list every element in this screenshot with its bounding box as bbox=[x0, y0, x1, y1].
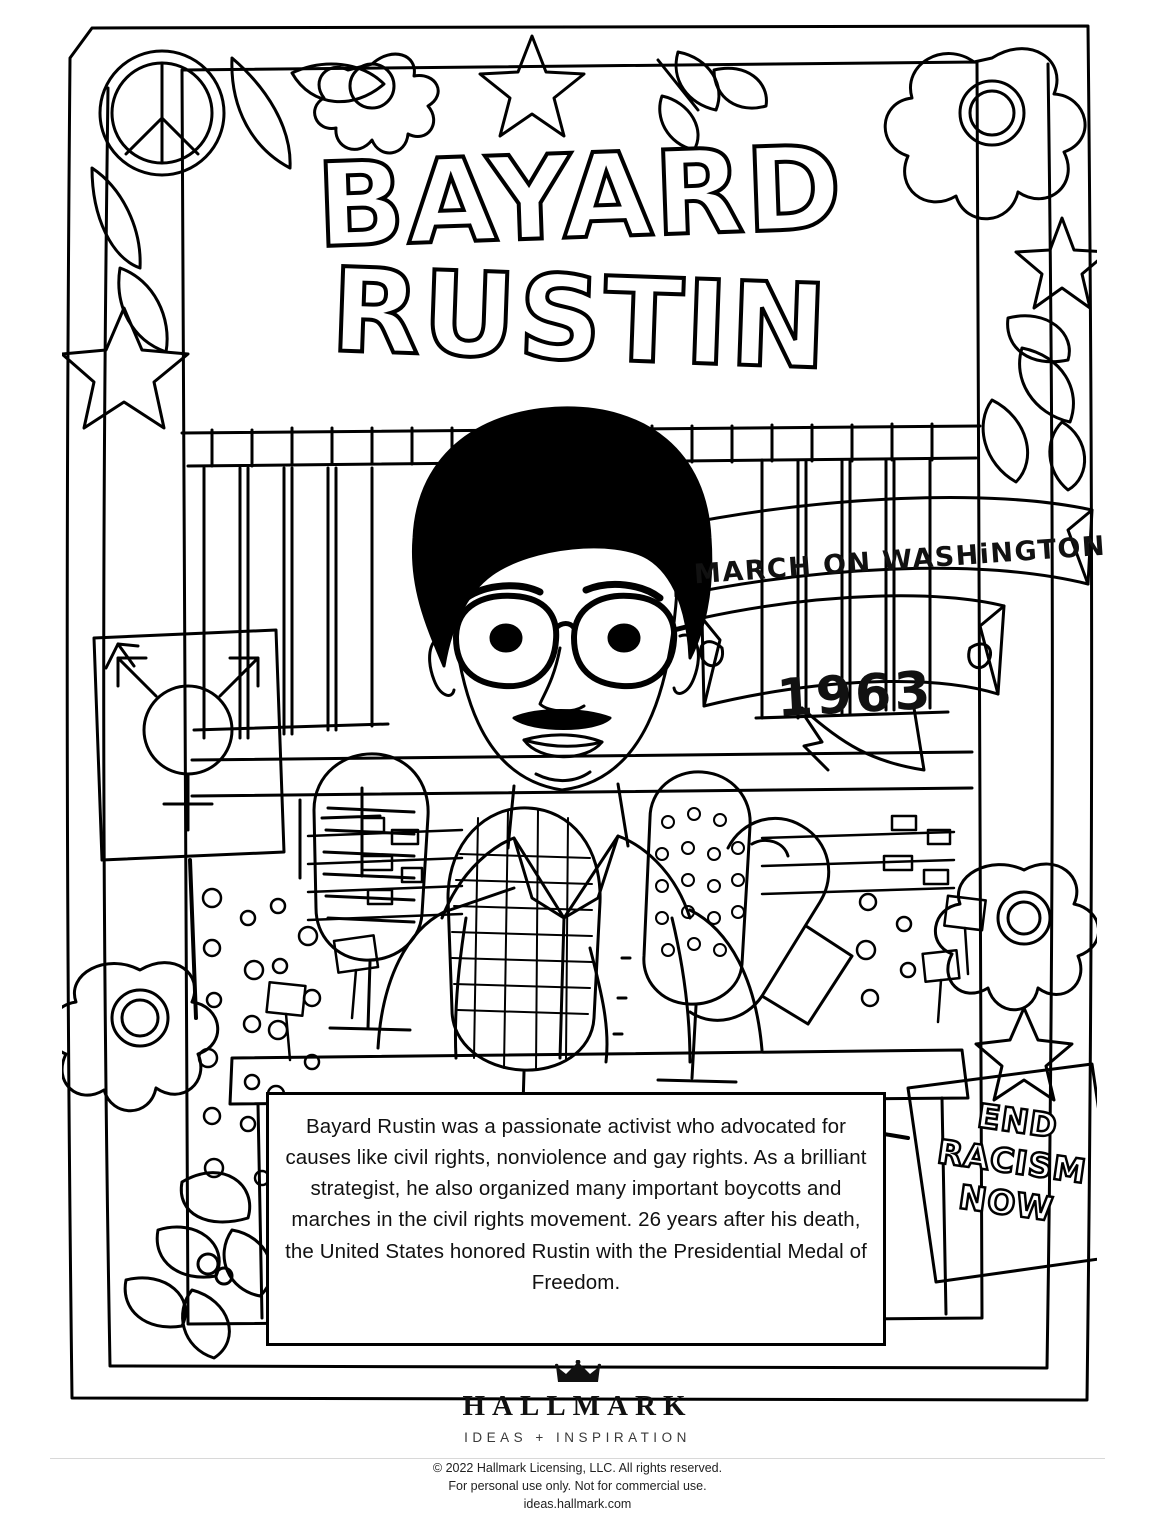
flower-icon bbox=[935, 864, 1097, 1010]
transgender-symbol-icon bbox=[94, 630, 284, 1018]
brand-name: HALLMARK bbox=[462, 1390, 693, 1422]
peace-sign-icon bbox=[100, 51, 224, 175]
footer bbox=[0, 1360, 1155, 1513]
star-icon bbox=[1016, 218, 1097, 308]
flower-icon bbox=[885, 49, 1085, 219]
caption-box bbox=[266, 1092, 886, 1346]
star-icon bbox=[976, 1008, 1072, 1100]
title-line-2: RUSTIN bbox=[328, 243, 832, 396]
footer-divider bbox=[50, 1458, 1105, 1459]
brand-tagline: IDEAS + INSPIRATION bbox=[464, 1430, 691, 1445]
protest-sign-text: END RACISM NOW bbox=[935, 1095, 1090, 1229]
star-icon bbox=[480, 36, 584, 136]
website-line: ideas.hallmark.com bbox=[523, 1497, 632, 1512]
banner-year: 1963 bbox=[775, 660, 935, 730]
usage-line: For personal use only. Not for commercial use. bbox=[448, 1479, 707, 1494]
banner-label: MARCH ON WASHiNGTON bbox=[692, 530, 1107, 591]
microphone-icon bbox=[314, 754, 852, 1142]
star-icon bbox=[62, 308, 188, 428]
caption-text: Bayard Rustin was a passionate activist who advocated for causes like civil rights, nonviolence and gay rights. As a brilliant strategist, he also organized many important boycotts and marches in the civil rights movement. 26 years after his death, the United States honored Rustin with the Presidential Medal of Freedom. bbox=[285, 1115, 867, 1294]
copyright-line: © 2022 Hallmark Licensing, LLC. All rights reserved. bbox=[432, 1461, 723, 1475]
title-line-1: BAYARD bbox=[314, 120, 846, 275]
crown-icon bbox=[555, 1360, 601, 1386]
